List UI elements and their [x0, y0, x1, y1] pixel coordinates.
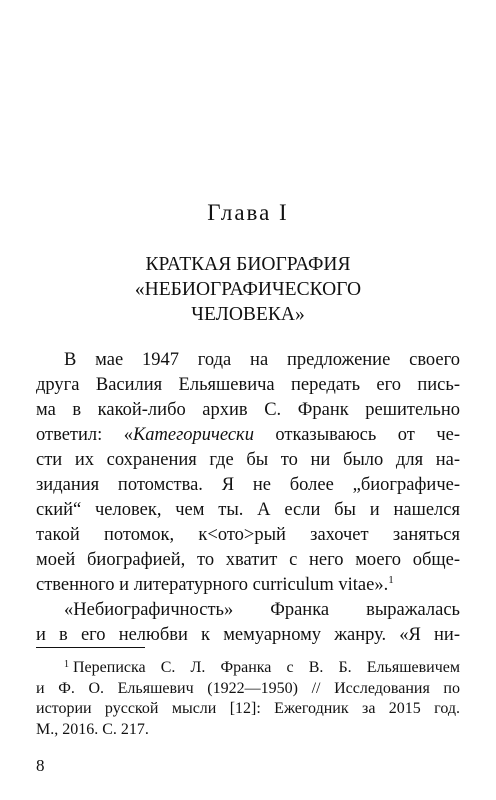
text-segment: ответил: « — [36, 425, 133, 445]
text-line: зидания потомства. Я не более „биографиче- — [36, 475, 460, 495]
text-line: сти их сохранения где бы то ни было для на- — [36, 450, 460, 470]
footnote-line: истории русской мысли [12]: Ежегодник за 2015 год. — [36, 700, 460, 717]
text-line: ский“ человек, чем ты. А если бы и нашелся — [36, 500, 460, 520]
footnote — [36, 658, 460, 740]
footnote-line: М., 2016. С. 217. — [36, 720, 149, 738]
text-line: В мае 1947 года на предложение своего — [64, 350, 460, 370]
text-segment: Переписка С. Л. Франка с В. Б. Ельяшевичем — [73, 659, 460, 676]
text-segment: отказываюсь от че- — [253, 425, 460, 445]
footnote-line: и Ф. О. Ельяшевич (1922—1950) // Исследования по — [36, 679, 460, 697]
body-paragraphs — [36, 348, 460, 648]
text-line: друга Василия Ельяшевича передать его пись- — [36, 375, 460, 395]
footnote-divider — [36, 647, 145, 648]
text-line: моей биографией, то хватит с него моего обще- — [36, 550, 460, 570]
text-line: и в его нелюбви к мемуарному жанру. «Я ни- — [36, 625, 460, 645]
chapter-title-line: ЧЕЛОВЕКА» — [191, 304, 305, 325]
chapter-heading: Глава I — [207, 200, 289, 225]
footnote-line — [36, 658, 460, 679]
emphasis-text: Категорически — [132, 425, 254, 445]
footnote-reference[interactable]: 1 — [388, 574, 394, 586]
footnote-marker: 1 — [64, 659, 69, 670]
chapter-title-line: «НЕБИОГРАФИЧЕСКОГО — [134, 279, 362, 300]
chapter-title-line: КРАТКАЯ БИОГРАФИЯ — [145, 254, 351, 275]
text-segment: ственного и литературного curriculum vitae». — [36, 575, 389, 595]
text-line: такой потомок, к<ото>рый захочет заняться — [36, 525, 460, 545]
text-line — [36, 423, 460, 448]
page-number: 8 — [36, 756, 45, 775]
chapter-title — [0, 252, 496, 327]
text-line: «Небиографичность» Франка выражалась — [64, 600, 460, 620]
text-line — [36, 573, 460, 598]
text-line: ма в какой-либо архив С. Франк решительно — [36, 400, 460, 420]
